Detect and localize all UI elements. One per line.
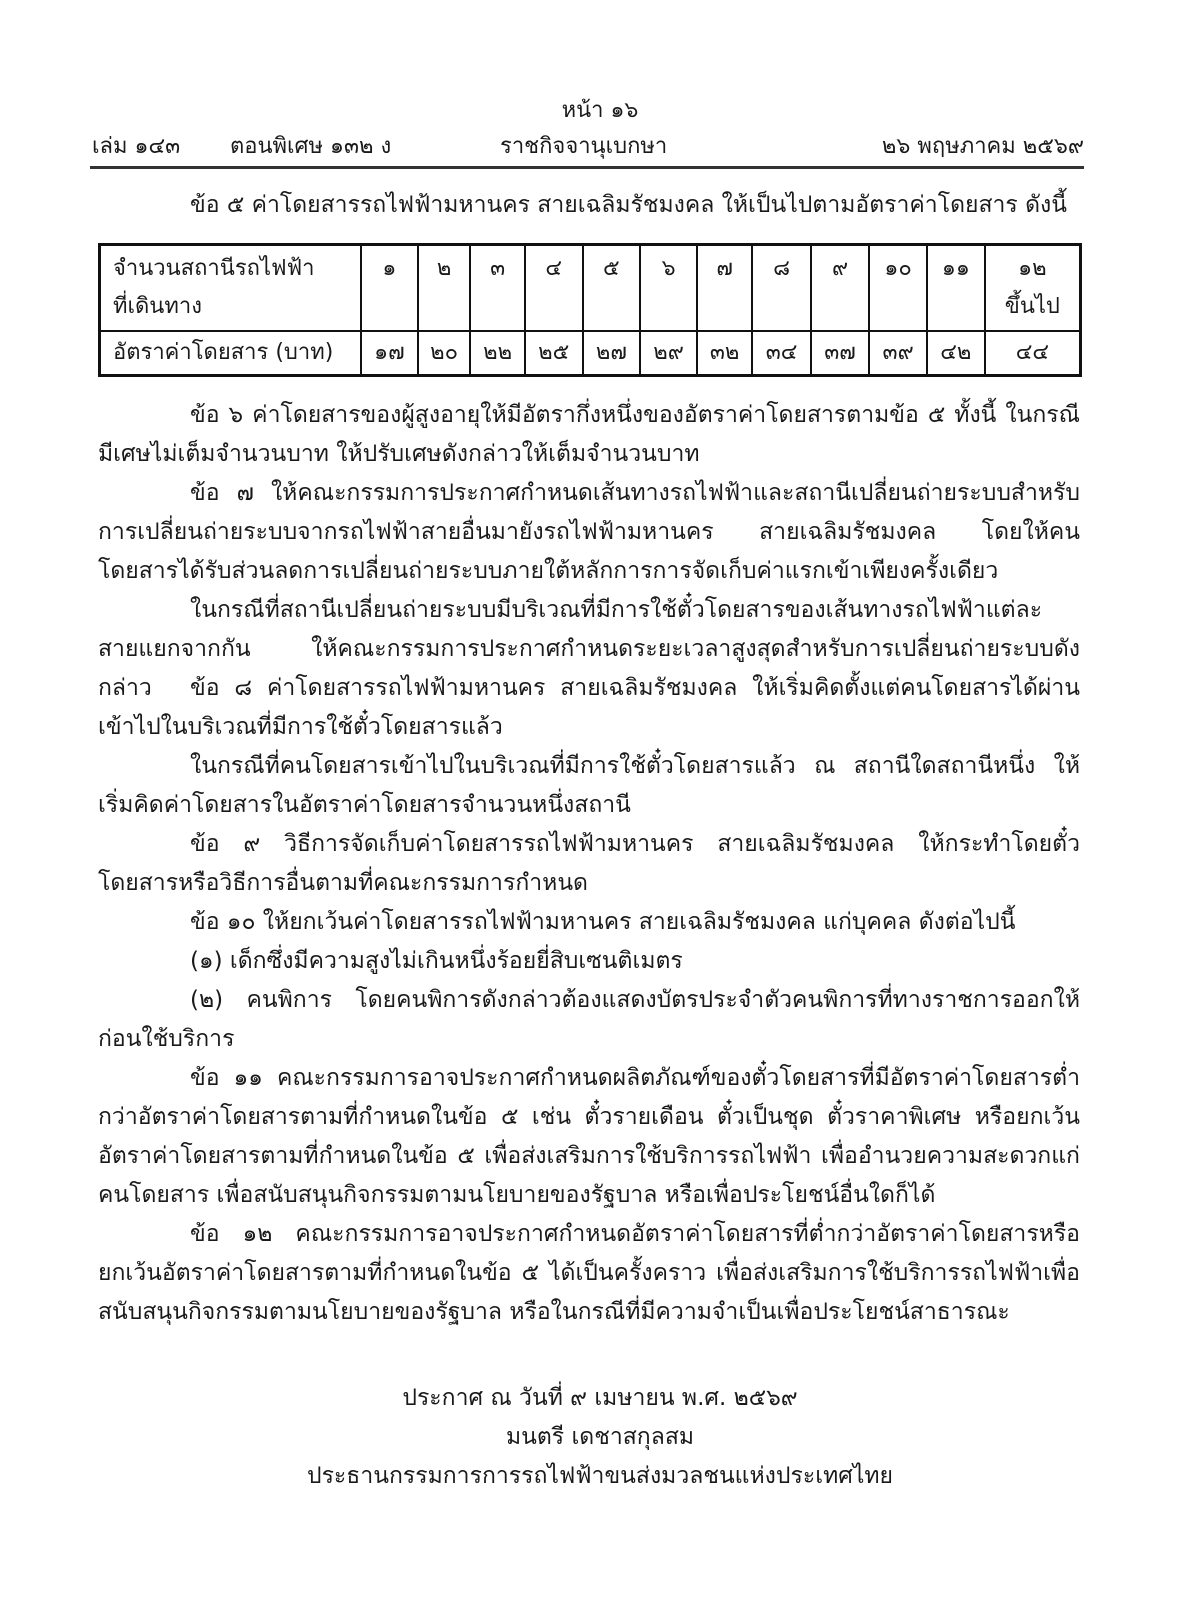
- station-count-cell: ๑๑: [927, 245, 985, 332]
- fare-cell: ๒๒: [470, 331, 524, 375]
- signatory-name: มนตรี เดชาสกุลสม: [505, 1424, 695, 1450]
- station-count-cell: ๖: [640, 245, 697, 332]
- fare-cell: ๓๗: [811, 331, 869, 375]
- station-count-12: ๑๒: [1018, 256, 1047, 281]
- clause-7-paragraph-2: ในกรณีที่สถานีเปลี่ยนถ่ายระบบมีบริเวณที่มีการใช้ตั๋วโดยสารของเส้นทางรถไฟฟ้าแต่ละสายแยกจากกัน ให้คณะกรรมการประกาศกำหนดระยะเวลาสูงสุดสำหรับการเปลี่ยนถ่ายระบบดังกล่าว: [98, 597, 1080, 701]
- gazette-title: ราชกิจจานุเบกษา: [500, 134, 668, 159]
- fare-cell: ๑๗: [361, 331, 418, 375]
- clause-10: ข้อ ๑๐ ให้ยกเว้นค่าโดยสารรถไฟฟ้ามหานคร สายเฉลิมรัชมงคล แก่บุคคล ดังต่อไปนี้: [190, 909, 1016, 935]
- fare-cell: ๒๕: [525, 331, 583, 375]
- clause-10-item-1: (๑) เด็กซึ่งมีความสูงไม่เกินหนึ่งร้อยยี่สิบเซนติเมตร: [190, 948, 683, 974]
- clause-6: ข้อ ๖ ค่าโดยสารของผู้สูงอายุให้มีอัตรากึ่งหนึ่งของอัตราค่าโดยสารตามข้อ ๕ ทั้งนี้ ในกรณีมีเศษไม่เต็มจำนวนบาท ให้ปรับเศษดังกล่าวให้เต็มจำนวนบาท: [98, 402, 1080, 467]
- clause-5-intro: ข้อ ๕ ค่าโดยสารรถไฟฟ้ามหานคร สายเฉลิมรัชมงคล ให้เป็นไปตามอัตราค่าโดยสาร ดังนี้: [190, 192, 1067, 218]
- fare-cell: ๔๔: [985, 331, 1081, 375]
- station-count-cell-last: [985, 245, 1081, 332]
- announcement-date: ประกาศ ณ วันที่ ๙ เมษายน พ.ศ. ๒๕๖๙: [402, 1385, 798, 1411]
- station-count-cell: ๑: [361, 245, 418, 332]
- fare-cell: ๒๗: [583, 331, 641, 375]
- header-divider: [90, 166, 1084, 169]
- publication-date: ๒๖ พฤษภาคม ๒๕๖๙: [881, 134, 1084, 159]
- clause-11: ข้อ ๑๑ คณะกรรมการอาจประกาศกำหนดผลิตภัณฑ์ของตั๋วโดยสารที่มีอัตราค่าโดยสารต่ำกว่าอัตราค่าโดยสารตามที่กำหนดในข้อ ๕ เช่น ตั๋วรายเดือน ตั๋วเป็นชุด ตั๋วราคาพิเศษ หรือยกเว้นอัตราค่าโดยสารตามที่กำหนดในข้อ ๕ เพื่อส่งเสริมการใช้บริการรถไฟฟ้า เพื่ออำนวยความสะดวกแก่คนโดยสาร เพื่อสนับสนุนกิจกรรมตามนโยบายของรัฐบาล หรือเพื่อประโยชน์อื่นใดก็ได้: [98, 1065, 1080, 1208]
- fare-label: อัตราค่าโดยสาร (บาท): [100, 331, 362, 375]
- station-count-cell: ๕: [583, 245, 641, 332]
- section-number: ตอนพิเศษ ๑๓๒ ง: [230, 134, 392, 159]
- volume-number: เล่ม ๑๔๓: [92, 134, 181, 159]
- station-count-cell: ๙: [811, 245, 869, 332]
- clause-8: ข้อ ๘ ค่าโดยสารรถไฟฟ้ามหานคร สายเฉลิมรัชมงคล ให้เริ่มคิดตั้งแต่คนโดยสารได้ผ่านเข้าไปในบริเวณที่มีการใช้ตั๋วโดยสารแล้ว: [98, 675, 1080, 740]
- clause-7: ข้อ ๗ ให้คณะกรรมการประกาศกำหนดเส้นทางรถไฟฟ้าและสถานีเปลี่ยนถ่ายระบบสำหรับการเปลี่ยนถ่ายระบบจากรถไฟฟ้าสายอื่นมายังรถไฟฟ้ามหานคร สายเฉลิมรัชมงคล โดยให้คนโดยสารได้รับส่วนลดการเปลี่ยนถ่ายระบบภายใต้หลักการการจัดเก็บค่าแรกเข้าเพียงครั้งเดียว: [98, 480, 1080, 584]
- fare-cell: ๔๒: [927, 331, 985, 375]
- station-count-cell: ๗: [697, 245, 752, 332]
- fare-cell: ๒๙: [640, 331, 697, 375]
- fare-cell: ๓๙: [869, 331, 927, 375]
- station-count-cell: ๓: [470, 245, 524, 332]
- clause-10-item-2: (๒) คนพิการ โดยคนพิการดังกล่าวต้องแสดงบัตรประจำตัวคนพิการที่ทางราชการออกให้ก่อนใช้บริการ: [98, 987, 1080, 1052]
- stations-label-line1: จำนวนสถานีรถไฟฟ้า: [113, 256, 315, 281]
- clause-12: ข้อ ๑๒ คณะกรรมการอาจประกาศกำหนดอัตราค่าโดยสารที่ต่ำกว่าอัตราค่าโดยสารหรือยกเว้นอัตราค่าโดยสารตามที่กำหนดในข้อ ๕ ได้เป็นครั้งคราว เพื่อส่งเสริมการใช้บริการรถไฟฟ้าเพื่อสนับสนุนกิจกรรมตามนโยบายของรัฐบาล หรือในกรณีที่มีความจำเป็นเพื่อประโยชน์สาธารณะ: [98, 1221, 1080, 1325]
- station-count-cell: ๔: [525, 245, 583, 332]
- station-count-cell: ๑๐: [869, 245, 927, 332]
- clause-9: ข้อ ๙ วิธีการจัดเก็บค่าโดยสารรถไฟฟ้ามหานคร สายเฉลิมรัชมงคล ให้กระทำโดยตั๋วโดยสารหรือวิธีการอื่นตามที่คณะกรรมการกำหนด: [98, 831, 1080, 896]
- fare-table-row-stations: [100, 245, 1081, 332]
- stations-label: [100, 245, 362, 332]
- station-count-suffix: ขึ้นไป: [1004, 294, 1060, 319]
- fare-table-row-fares: [100, 331, 1081, 375]
- fare-cell: ๓๒: [697, 331, 752, 375]
- fare-cell: ๓๔: [752, 331, 811, 375]
- stations-label-line2: ที่เดินทาง: [113, 294, 202, 319]
- signatory-title: ประธานกรรมการการรถไฟฟ้าขนส่งมวลชนแห่งประเทศไทย: [306, 1463, 894, 1489]
- fare-table: [98, 243, 1082, 377]
- fare-cell: ๒๐: [418, 331, 471, 375]
- page-number: หน้า ๑๖: [561, 98, 639, 123]
- clause-8-paragraph-2: ในกรณีที่คนโดยสารเข้าไปในบริเวณที่มีการใช้ตั๋วโดยสารแล้ว ณ สถานีใดสถานีหนึ่ง ให้เริ่มคิดค่าโดยสารในอัตราค่าโดยสารจำนวนหนึ่งสถานี: [98, 753, 1080, 818]
- station-count-cell: ๒: [418, 245, 471, 332]
- station-count-cell: ๘: [752, 245, 811, 332]
- gazette-header: [92, 128, 1084, 162]
